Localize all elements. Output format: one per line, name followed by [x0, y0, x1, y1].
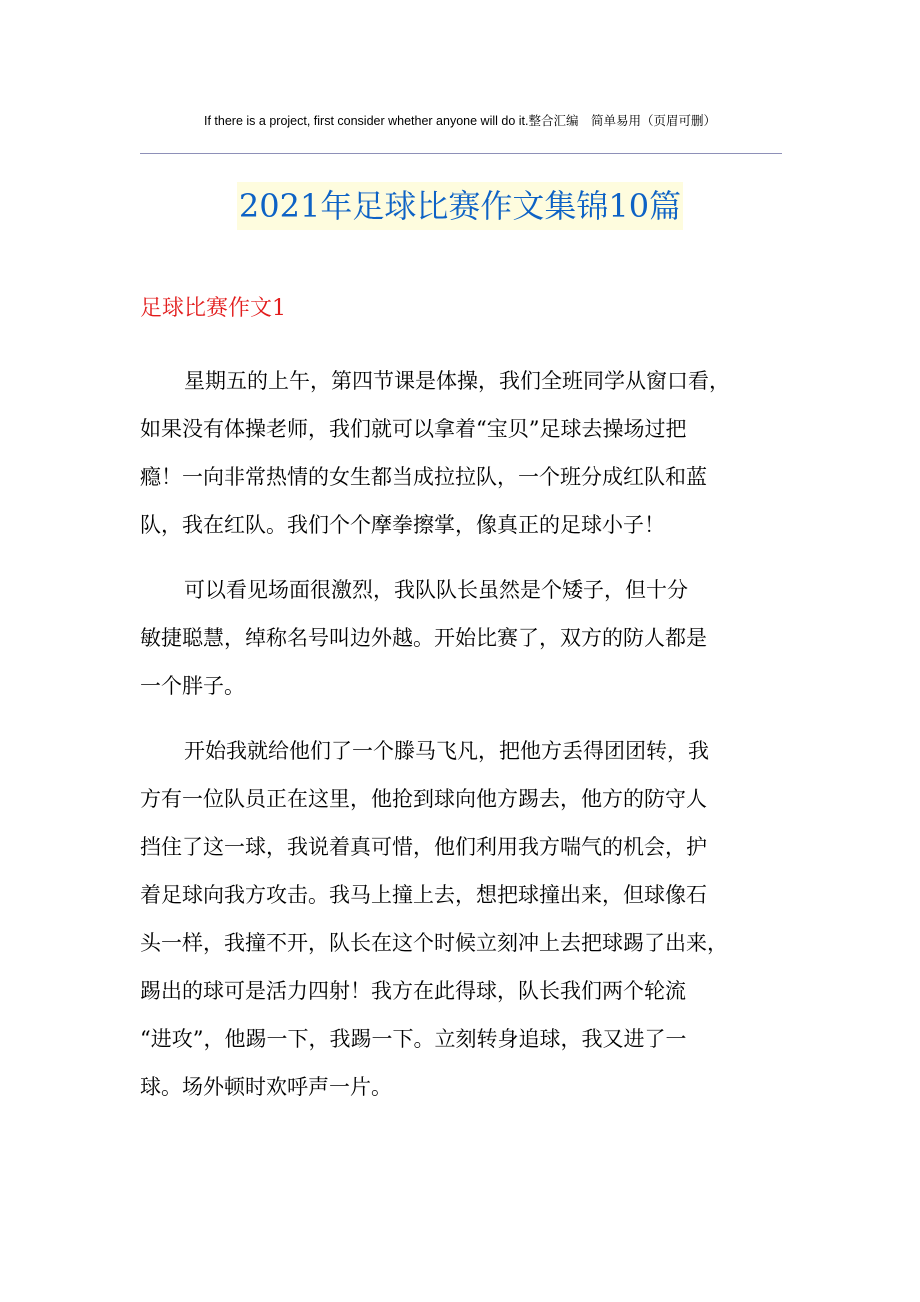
paragraph-line: 如果没有体操老师，我们就可以拿着“宝贝”足球去操场过把 [140, 417, 687, 441]
paragraph-line: 球。场外顿时欢呼声一片。 [140, 1075, 392, 1099]
paragraph-line: 着足球向我方攻击。我马上撞上去，想把球撞出来，但球像石 [140, 883, 707, 907]
paragraph-line: 方有一位队员正在这里，他抢到球向他方踢去，他方的防守人 [140, 787, 707, 811]
paragraph-line: 敏捷聪慧，绰称名号叫边外越。开始比赛了，双方的防人都是 [140, 626, 707, 650]
header-divider [140, 153, 782, 154]
title-container [0, 182, 920, 230]
document-title: 2021年足球比赛作文集锦10篇 [237, 182, 683, 230]
paragraph-line: 可以看见场面很激烈，我队队长虽然是个矮子，但十分 [184, 578, 688, 602]
paragraph-line: 队，我在红队。我们个个摩拳擦掌，像真正的足球小子！ [140, 513, 665, 537]
paragraph-1 [140, 357, 780, 549]
paragraph-line: 星期五的上午，第四节课是体操，我们全班同学从窗口看， [184, 369, 730, 393]
paragraph-line: 挡住了这一球，我说着真可惜，他们利用我方喘气的机会，护 [140, 835, 707, 859]
paragraph-line: 瘾！一向非常热情的女生都当成拉拉队，一个班分成红队和蓝 [140, 465, 707, 489]
paragraph-2 [140, 566, 780, 710]
section-heading: 足球比赛作文1 [140, 296, 286, 321]
paragraph-line: 一个胖子。 [140, 674, 245, 698]
paragraph-3 [140, 727, 780, 1111]
paragraph-line: 踢出的球可是活力四射！我方在此得球，队长我们两个轮流 [140, 979, 686, 1003]
paragraph-line: 头一样，我撞不开，队长在这个时候立刻冲上去把球踢了出来， [140, 931, 728, 955]
page-header-note: If there is a project, first consider whether anyone will do it.整合汇编 简单易用（页眉可删） [204, 114, 716, 128]
paragraph-line: 开始我就给他们了一个滕马飞凡，把他方丢得团团转，我 [184, 739, 709, 763]
paragraph-line: “进攻”，他踢一下，我踢一下。立刻转身追球，我又进了一 [140, 1027, 687, 1051]
